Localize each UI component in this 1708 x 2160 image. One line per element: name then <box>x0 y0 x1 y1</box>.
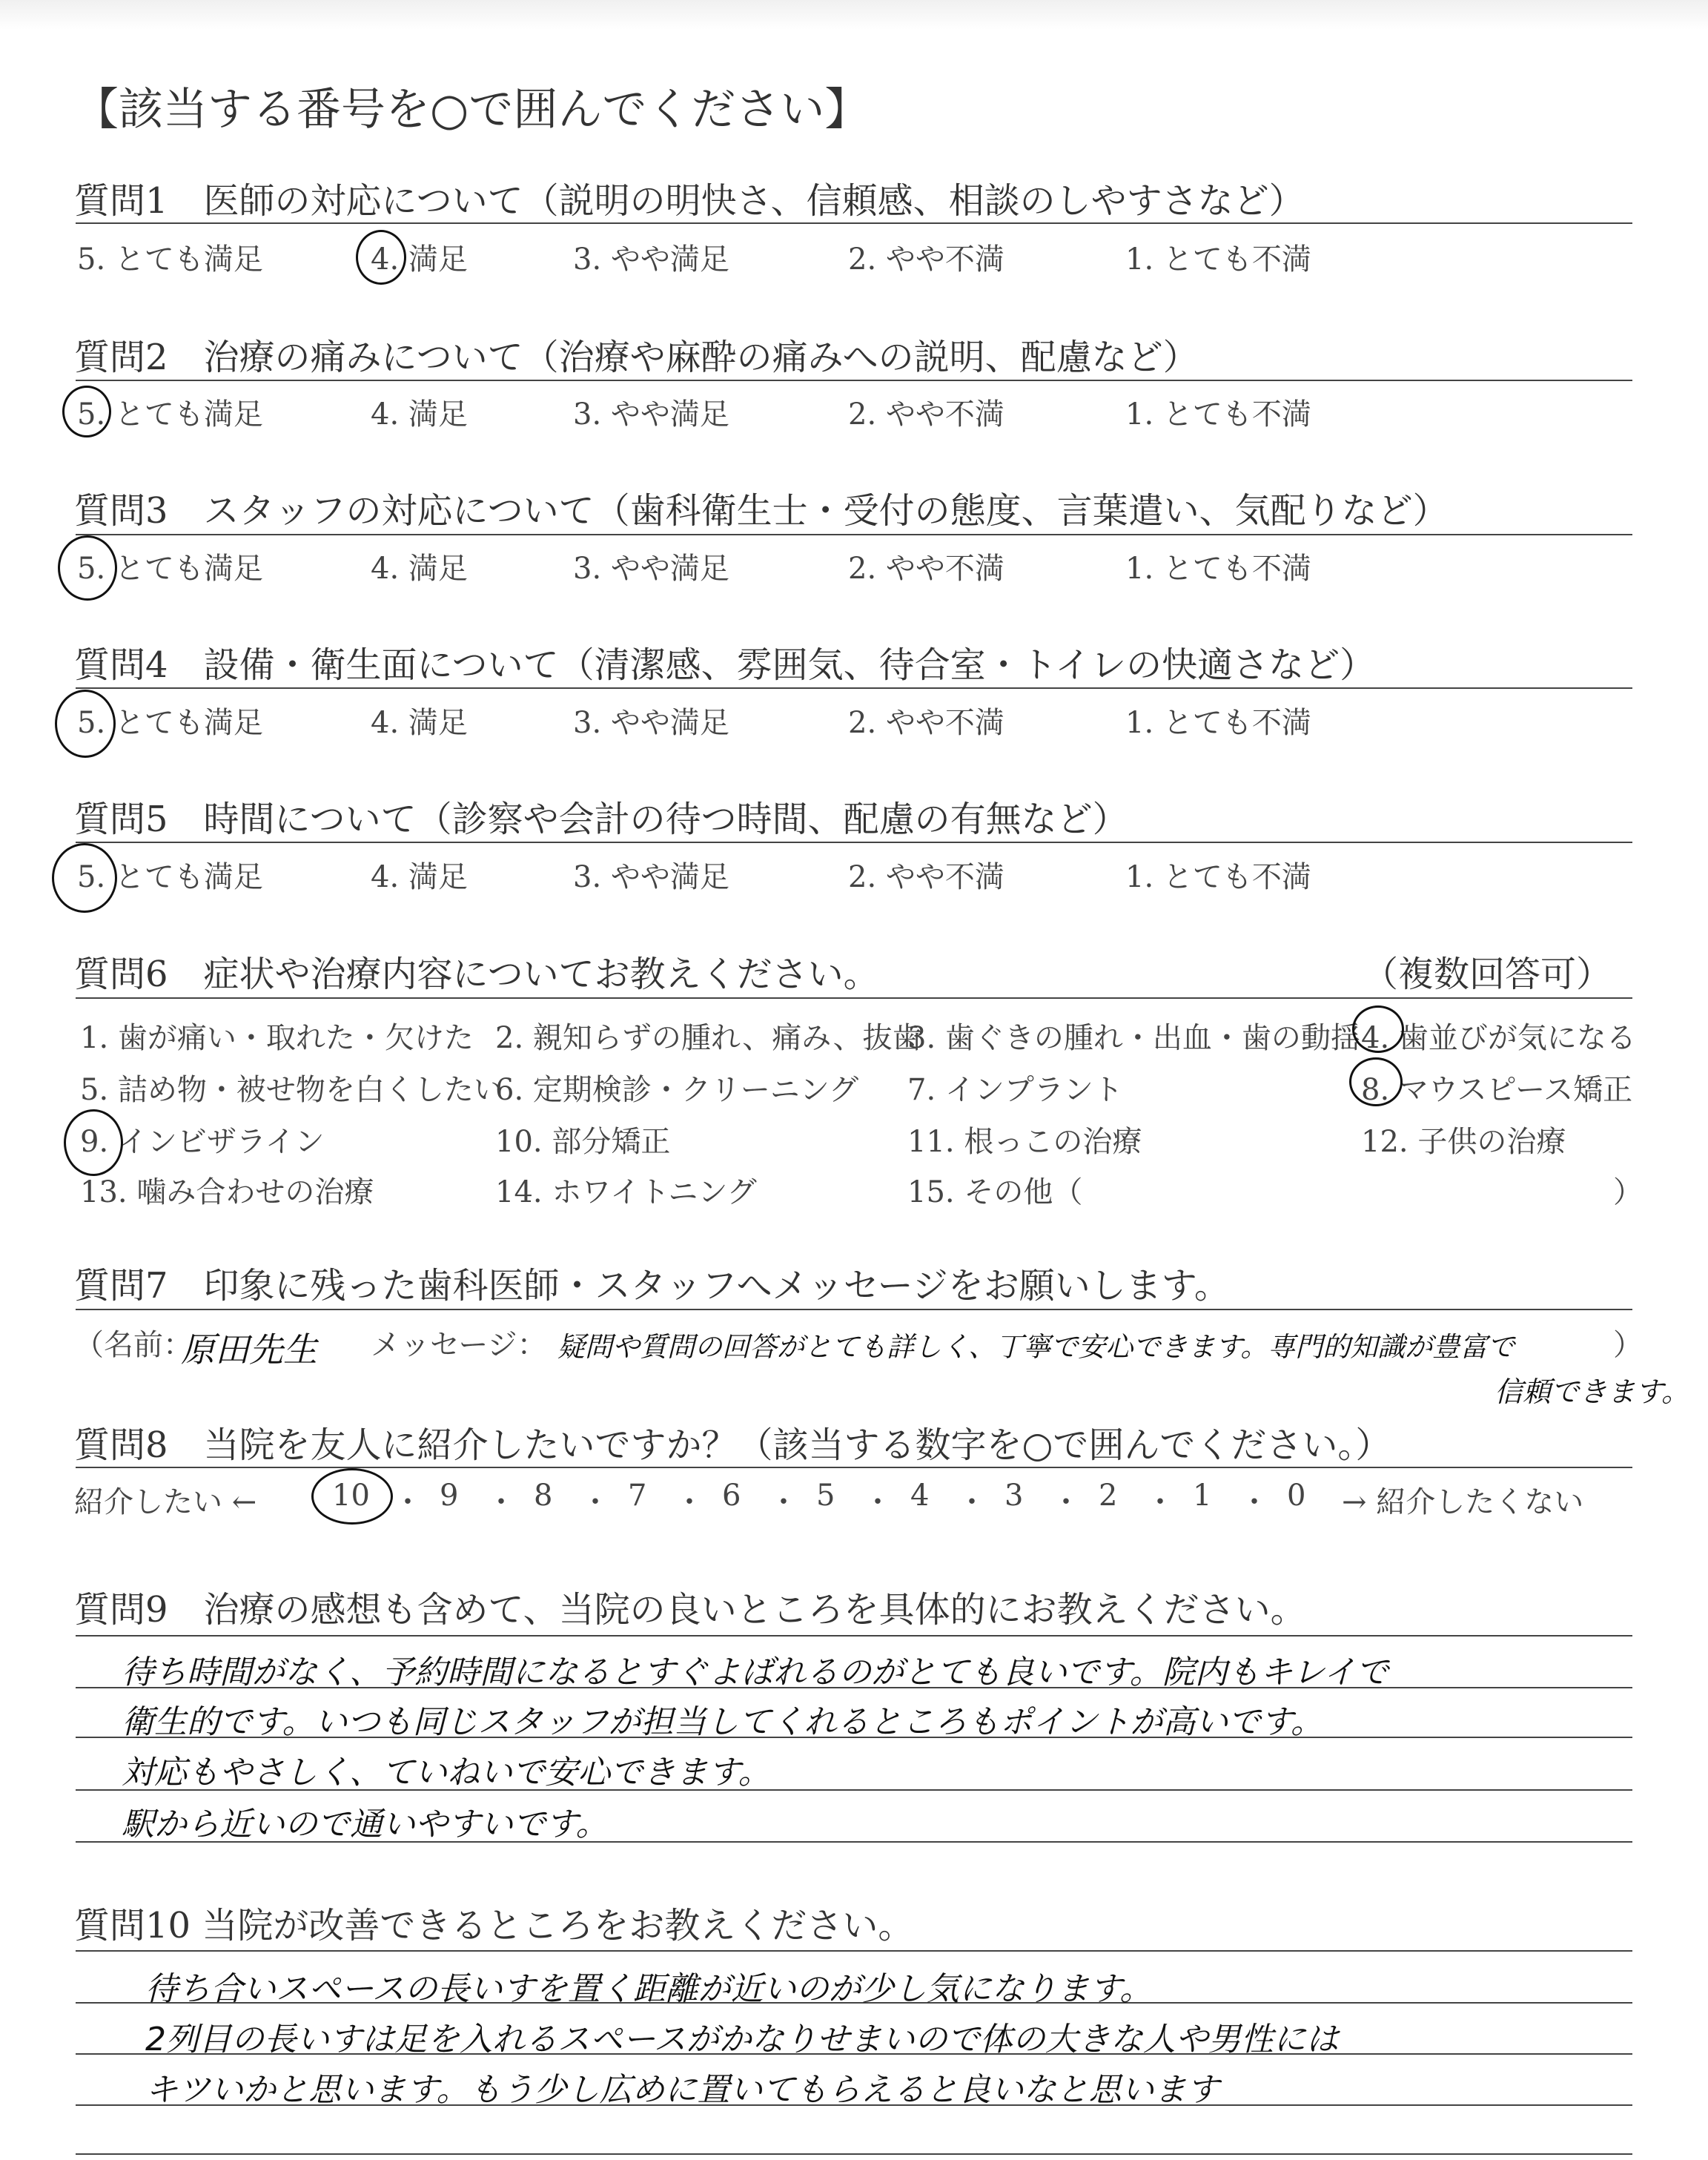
question-4-title: 質問4 設備・衛生面について（清潔感、雰囲気、待合室・トイレの快適さなど） <box>74 644 1376 686</box>
score-option[interactable]: 5 <box>816 1479 835 1513</box>
symptom-option[interactable]: 11. 根っこの治療 <box>907 1125 1142 1159</box>
option-1[interactable]: 1. とても不満 <box>1125 860 1311 894</box>
separator-dot: ・ <box>863 1485 893 1519</box>
selection-circle <box>58 535 117 601</box>
symptom-option[interactable]: 3. 歯ぐきの腫れ・出血・歯の動揺 <box>907 1021 1360 1055</box>
divider <box>76 380 1632 381</box>
option-5[interactable]: 5. とても満足 <box>77 706 263 740</box>
question-1-title: 質問1 医師の対応について（説明の明快さ、信頼感、相談のしやすさなど） <box>74 180 1305 222</box>
question-9-title: 質問9 治療の感想も含めて、当院の良いところを具体的にお教えください。 <box>74 1589 1306 1631</box>
message-handwritten-line[interactable]: 信頼できます。 <box>1494 1375 1689 1408</box>
symptom-option[interactable]: 1. 歯が痛い・取れた・欠けた <box>80 1021 474 1055</box>
answer-handwritten-line[interactable]: キツいかと思います。もう少し広めに置いてもらえると良いなと思います <box>145 2071 1219 2109</box>
not-recommend-label: → 紹介したくない <box>1342 1485 1584 1519</box>
answer-handwritten-line[interactable]: 衛生的です。いつも同じスタッフが担当してくれるところもポイントが高いです。 <box>122 1703 1323 1741</box>
staff-name-handwritten[interactable]: 原田先生 <box>181 1330 317 1370</box>
answer-handwritten-line[interactable]: 対応もやさしく、ていねいで安心できます。 <box>122 1754 771 1791</box>
question-5-title: 質問5 時間について（診察や会計の待つ時間、配慮の有無など） <box>74 799 1128 840</box>
option-2[interactable]: 2. やや不満 <box>848 706 1004 740</box>
option-3[interactable]: 3. やや満足 <box>573 397 729 432</box>
separator-dot: ・ <box>957 1485 987 1519</box>
recommend-label: 紹介したい ← <box>74 1485 257 1519</box>
option-1[interactable]: 1. とても不満 <box>1125 706 1311 740</box>
question-3-title: 質問3 スタッフの対応について（歯科衛生士・受付の態度、言葉遣い、気配りなど） <box>74 490 1449 532</box>
answer-line <box>76 2153 1632 2155</box>
option-5[interactable]: 5. とても満足 <box>77 552 263 586</box>
separator-dot: ・ <box>393 1485 423 1519</box>
symptom-option[interactable]: 9. インビザライン <box>80 1125 325 1159</box>
score-option[interactable]: 3 <box>1004 1479 1024 1513</box>
option-1[interactable]: 1. とても不満 <box>1125 552 1311 586</box>
option-2[interactable]: 2. やや不満 <box>848 552 1004 586</box>
separator-dot: ・ <box>1239 1485 1269 1519</box>
answer-line <box>76 1950 1632 1952</box>
selection-circle <box>64 1109 123 1176</box>
divider <box>76 1309 1632 1310</box>
option-5[interactable]: 5. とても満足 <box>77 860 263 894</box>
question-10-title: 質問10 当院が改善できるところをお教えください。 <box>74 1905 914 1946</box>
symptom-option[interactable]: 6. 定期検診・クリーニング <box>495 1073 859 1107</box>
selection-circle <box>52 843 117 913</box>
option-3[interactable]: 3. やや満足 <box>573 706 729 740</box>
question-6-title: 質問6 症状や治療内容についてお教えください。 <box>74 954 879 995</box>
message-handwritten-line[interactable]: 疑問や質問の回答がとても詳しく、丁寧で安心できます。専門的知識が豊富で <box>557 1331 1515 1363</box>
symptom-option[interactable]: 10. 部分矯正 <box>495 1125 671 1159</box>
selection-circle <box>62 386 111 437</box>
divider <box>76 222 1632 224</box>
multiple-answers-note: （複数回答可） <box>1363 954 1612 995</box>
separator-dot: ・ <box>1145 1485 1175 1519</box>
question-8-title: 質問8 当院を友人に紹介したいですか？（該当する数字を○で囲んでください。） <box>74 1424 1391 1466</box>
score-option[interactable]: 9 <box>440 1479 459 1513</box>
symptom-option[interactable]: 12. 子供の治療 <box>1361 1125 1566 1159</box>
option-2[interactable]: 2. やや不満 <box>848 860 1004 894</box>
option-5[interactable]: 5. とても満足 <box>77 242 263 277</box>
option-2[interactable]: 2. やや不満 <box>848 242 1004 277</box>
option-1[interactable]: 1. とても不満 <box>1125 242 1311 277</box>
message-label: メッセージ： <box>371 1328 547 1362</box>
selection-circle <box>1352 1005 1404 1053</box>
option-4[interactable]: 4. 満足 <box>371 242 468 277</box>
answer-handwritten-line[interactable]: 待ち時間がなく、予約時間になるとすぐよばれるのがとても良いです。院内もキレイで <box>122 1654 1388 1691</box>
name-label: （名前： <box>74 1328 193 1362</box>
score-option[interactable]: 2 <box>1099 1479 1118 1513</box>
option-1[interactable]: 1. とても不満 <box>1125 397 1311 432</box>
option-4[interactable]: 4. 満足 <box>371 706 468 740</box>
question-2-title: 質問2 治療の痛みについて（治療や麻酔の痛みへの説明、配慮など） <box>74 337 1199 378</box>
divider <box>76 842 1632 843</box>
score-option[interactable]: 6 <box>722 1479 741 1513</box>
separator-dot: ・ <box>675 1485 704 1519</box>
separator-dot: ・ <box>486 1485 516 1519</box>
symptom-option[interactable]: 5. 詰め物・被せ物を白くしたい <box>80 1073 503 1107</box>
selection-circle <box>311 1468 393 1525</box>
score-option[interactable]: 1 <box>1193 1479 1212 1513</box>
score-option[interactable]: 10 <box>332 1479 370 1513</box>
symptom-option[interactable]: 2. 親知らずの腫れ、痛み、抜歯 <box>495 1021 922 1055</box>
message-close-paren: ） <box>1613 1328 1643 1362</box>
divider <box>76 1467 1632 1468</box>
option-3[interactable]: 3. やや満足 <box>573 242 729 277</box>
option-2[interactable]: 2. やや不満 <box>848 397 1004 432</box>
option-5[interactable]: 5. とても満足 <box>77 397 263 432</box>
option-3[interactable]: 3. やや満足 <box>573 860 729 894</box>
option-3[interactable]: 3. やや満足 <box>573 552 729 586</box>
scan-edge <box>0 0 1708 30</box>
symptom-option[interactable]: 14. ホワイトニング <box>495 1175 757 1209</box>
option-4[interactable]: 4. 満足 <box>371 552 468 586</box>
separator-dot: ・ <box>769 1485 798 1519</box>
divider <box>76 534 1632 535</box>
score-option[interactable]: 8 <box>534 1479 553 1513</box>
answer-handwritten-line[interactable]: 2列目の長いすは足を入れるスペースがかなりせまいので体の大きな人や男性には <box>145 2021 1339 2058</box>
symptom-option[interactable]: 4. 歯並びが気になる <box>1361 1021 1636 1055</box>
symptom-option[interactable]: 8. マウスピース矯正 <box>1361 1073 1633 1107</box>
option-4[interactable]: 4. 満足 <box>371 397 468 432</box>
symptom-option[interactable]: 13. 噛み合わせの治療 <box>80 1175 374 1209</box>
answer-handwritten-line[interactable]: 駅から近いので通いやすいです。 <box>122 1806 609 1843</box>
option-4[interactable]: 4. 満足 <box>371 860 468 894</box>
divider <box>76 687 1632 689</box>
separator-dot: ・ <box>1051 1485 1081 1519</box>
answer-line <box>76 1635 1632 1636</box>
selection-circle <box>1349 1057 1403 1106</box>
symptom-option[interactable]: 15. その他（ <box>907 1175 1083 1209</box>
score-option[interactable]: 0 <box>1287 1479 1306 1513</box>
answer-handwritten-line[interactable]: 待ち合いスペースの長いすを置く距離が近いのが少し気になります。 <box>145 1970 1153 2008</box>
page-title: 【該当する番号を○で囲んでください】 <box>74 84 870 136</box>
selection-circle <box>356 230 406 285</box>
selection-circle <box>55 690 116 758</box>
other-close-paren: ） <box>1613 1175 1643 1209</box>
symptom-option[interactable]: 7. インプラント <box>907 1073 1123 1107</box>
score-option[interactable]: 4 <box>910 1479 930 1513</box>
question-7-title: 質問7 印象に残った歯科医師・スタッフへメッセージをお願いします。 <box>74 1265 1230 1307</box>
divider <box>76 997 1632 999</box>
separator-dot: ・ <box>580 1485 610 1519</box>
score-option[interactable]: 7 <box>628 1479 647 1513</box>
